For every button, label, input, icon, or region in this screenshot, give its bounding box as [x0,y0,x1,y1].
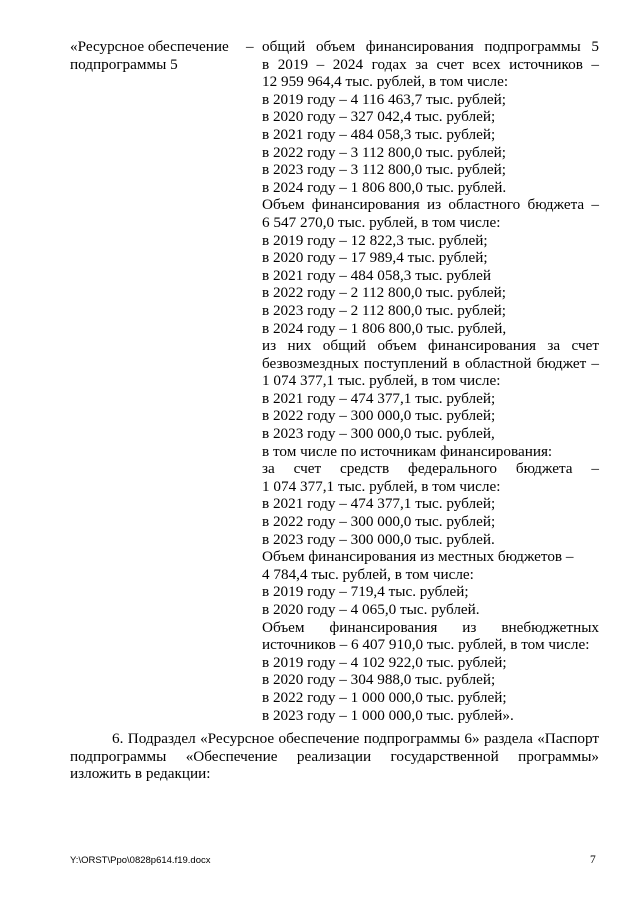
left-cell-line: «Ресурсное обеспечение [70,38,229,55]
funding-line: 1 074 377,1 тыс. рублей, в том числе: [262,477,501,495]
funding-line: в 2022 году – 300 000,0 тыс. рублей; [262,407,496,425]
funding-line: 12 959 964,4 тыс. рублей, в том числе: [262,73,509,91]
funding-line: в 2019 году – 4 116 463,7 тыс. рублей; [262,90,507,108]
funding-line: в 2020 году – 327 042,4 тыс. рублей; [262,108,496,126]
funding-line: в 2021 году – 474 377,1 тыс. рублей; [262,495,496,513]
funding-line: в 2021 году – 484 058,3 тыс. рублей; [262,125,496,143]
funding-line: в том числе по источникам финансирования: [262,442,553,460]
funding-line: Объем финансирования из местных бюджетов – [262,548,574,566]
funding-line: в 2019 – 2024 годах за счет всех источников – [262,55,599,73]
funding-line: в 2024 году – 1 806 800,0 тыс. рублей, [262,319,507,337]
funding-line: из них общий объем финансирования за счет [262,337,599,355]
funding-line: в 2019 году – 719,4 тыс. рублей; [262,583,469,601]
funding-line: в 2023 году – 2 112 800,0 тыс. рублей; [262,301,507,319]
funding-line: в 2021 году – 474 377,1 тыс. рублей; [262,389,496,407]
paragraph-line: 6. Подраздел «Ресурсное обеспечение подпрограммы 6» раздела «Паспорт [112,730,599,747]
funding-line: в 2022 году – 1 000 000,0 тыс. рублей; [262,688,507,706]
funding-line: 4 784,4 тыс. рублей, в том числе: [262,565,474,583]
funding-line: в 2020 году – 4 065,0 тыс. рублей. [262,601,480,618]
funding-line: в 2022 году – 300 000,0 тыс. рублей; [262,513,496,531]
table-left-cell [70,38,238,73]
funding-line: в 2024 году – 1 806 800,0 тыс. рублей. [262,178,507,196]
instruction-paragraph [70,730,599,783]
funding-line: в 2023 году – 300 000,0 тыс. рублей, [262,425,495,443]
funding-line: в 2019 году – 4 102 922,0 тыс. рублей; [262,653,507,671]
funding-line: 6 547 270,0 тыс. рублей, в том числе: [262,213,501,231]
funding-line: в 2020 году – 304 988,0 тыс. рублей; [262,671,496,689]
table-right-cell [262,38,599,724]
funding-line: в 2022 году – 2 112 800,0 тыс. рублей; [262,284,507,302]
left-cell-line: подпрограммы 5 [70,55,178,73]
funding-line: в 2021 году – 484 058,3 тыс. рублей [262,266,491,284]
funding-line: в 2019 году – 12 822,3 тыс. рублей; [262,231,488,249]
funding-line: в 2023 году – 3 112 800,0 тыс. рублей; [262,161,507,179]
funding-line: безвозмездных поступлений в областной бюджет – [262,354,599,372]
funding-line: в 2022 году – 3 112 800,0 тыс. рублей; [262,143,507,161]
paragraph-line: подпрограммы «Обеспечение реализации государственной программы» [70,747,599,765]
funding-line: в 2023 году – 1 000 000,0 тыс. рублей». [262,706,514,724]
funding-line: источников – 6 407 910,0 тыс. рублей, в том числе: [262,636,590,654]
funding-line: общий объем финансирования подпрограммы 5 [262,38,599,55]
funding-line: за счет средств федерального бюджета – [262,460,599,478]
table-dash: – [246,38,254,55]
funding-line: Объем финансирования из внебюджетных [262,618,599,636]
footer-file-path: Y:\ORST\Ppo\0828p614.f19.docx [70,855,211,866]
funding-line: в 2020 году – 17 989,4 тыс. рублей; [262,249,488,267]
funding-line: Объем финансирования из областного бюджета – [262,196,599,214]
paragraph-line: изложить в редакции: [70,765,211,783]
page-number: 7 [590,854,596,866]
funding-line: 1 074 377,1 тыс. рублей, в том числе: [262,372,501,390]
funding-line: в 2023 году – 300 000,0 тыс. рублей. [262,530,495,548]
